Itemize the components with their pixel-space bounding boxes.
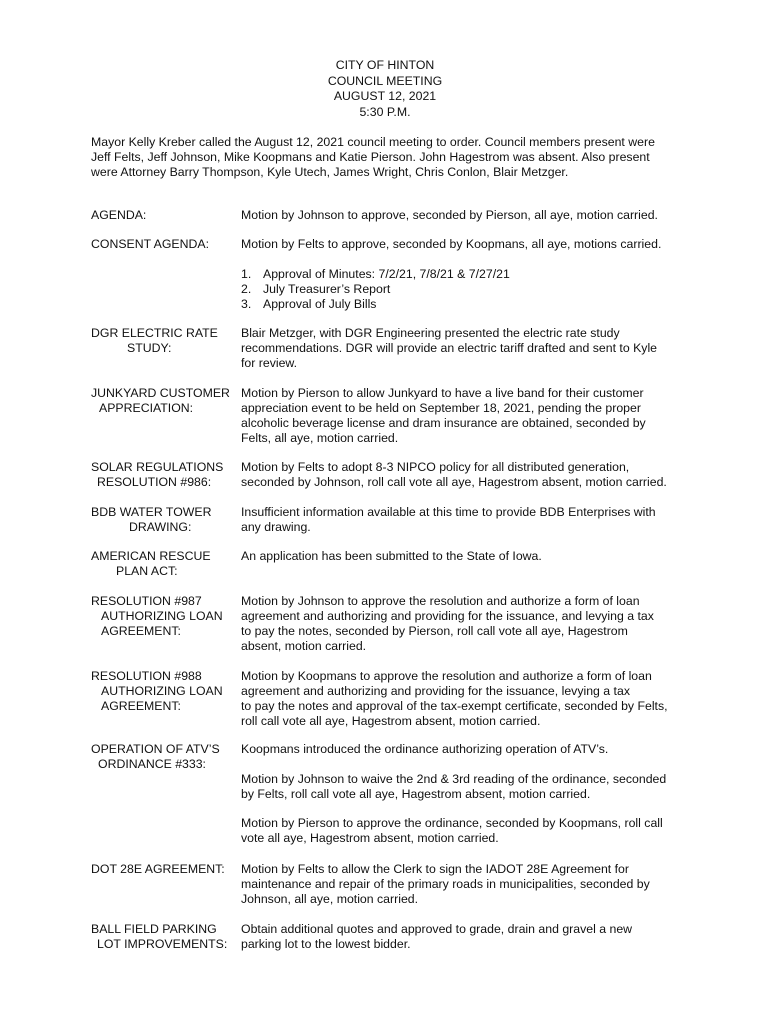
item-text-line: Motion by Felts to adopt 8-3 NIPCO policy for all distributed generation, <box>241 460 630 474</box>
item-text-line: Motion by Felts to approve, seconded by Koopmans, all aye, motions carried. <box>241 237 662 251</box>
item-label-line: AUTHORIZING LOAN <box>101 684 223 698</box>
item-label-line: DRAWING: <box>129 520 192 534</box>
item-label-line: DOT 28E AGREEMENT: <box>91 862 225 876</box>
item-text-line: Insufficient information available at this time to provide BDB Enterprises with <box>241 505 656 519</box>
item-label-line: LOT IMPROVEMENTS: <box>97 937 228 951</box>
item-text-line: parking lot to the lowest bidder. <box>241 937 411 951</box>
item-content <box>241 742 691 846</box>
list-number: 1. <box>241 267 252 281</box>
item-content <box>241 386 691 446</box>
item-label-line: AGREEMENT: <box>101 624 181 638</box>
intro-line: Mayor Kelly Kreber called the August 12, 2021 council meeting to order. Council members present were <box>91 135 655 149</box>
item-text-line: Motion by Koopmans to approve the resolution and authorize a form of loan <box>241 669 652 683</box>
item-text-line: Felts, all aye, motion carried. <box>241 431 399 445</box>
document-header <box>0 58 770 120</box>
intro-line: Jeff Felts, Jeff Johnson, Mike Koopmans and Katie Pierson. John Hagestrom was absent. Also present <box>91 150 650 164</box>
item-text-line: recommendations. DGR will provide an electric tariff drafted and sent to Kyle <box>241 341 658 355</box>
item-label-line: SOLAR REGULATIONS <box>91 460 224 474</box>
item-label-line: BDB WATER TOWER <box>91 505 212 519</box>
item-text-line: agreement and authorizing and providing for the issuance, and levying a tax <box>241 609 654 623</box>
item-text-line: An application has been submitted to the State of Iowa. <box>241 549 542 563</box>
item-content <box>241 208 691 223</box>
item-text-line: Motion by Pierson to allow Junkyard to have a live band for their customer <box>241 386 644 400</box>
list-number: 2. <box>241 282 252 296</box>
item-text-line: Koopmans introduced the ordinance authorizing operation of ATV’s. <box>241 742 609 756</box>
item-text-line: seconded by Johnson, roll call vote all aye, Hagestrom absent, motion carried. <box>241 475 667 489</box>
item-label-line: CONSENT AGENDA: <box>91 237 209 251</box>
item-label <box>91 549 241 579</box>
item-label <box>91 208 241 223</box>
item-label-line: AGENDA: <box>91 208 147 222</box>
intro-paragraph <box>91 135 691 180</box>
list-number: 3. <box>241 297 252 311</box>
item-text-line: for review. <box>241 356 298 370</box>
item-content <box>241 862 691 907</box>
item-label <box>91 922 241 952</box>
list-item <box>241 267 510 282</box>
item-text-line: Johnson, all aye, motion carried. <box>241 892 419 906</box>
list-item <box>241 297 510 312</box>
item-text-line: Motion by Johnson to waive the 2nd & 3rd reading of the ordinance, seconded <box>241 772 667 786</box>
item-label <box>91 237 241 252</box>
item-text-line: maintenance and repair of the primary roads in municipalities, seconded by <box>241 877 650 891</box>
item-label-line: RESOLUTION #988 <box>91 669 202 683</box>
item-label <box>91 742 241 772</box>
item-label-line: PLAN ACT: <box>116 564 178 578</box>
item-label-line: BALL FIELD PARKING <box>91 922 217 936</box>
header-date: AUGUST 12, 2021 <box>333 89 437 103</box>
item-text-line: Blair Metzger, with DGR Engineering presented the electric rate study <box>241 326 620 340</box>
item-text-line: by Felts, roll call vote all aye, Hagestrom absent, motion carried. <box>241 787 591 801</box>
item-label-line: DGR ELECTRIC RATE <box>91 326 218 340</box>
item-label <box>91 505 241 535</box>
item-content <box>241 326 691 371</box>
item-text-line: Motion by Felts to allow the Clerk to sign the IADOT 28E Agreement for <box>241 862 629 876</box>
item-label <box>91 594 241 639</box>
item-text-line: to pay the notes, seconded by Pierson, roll call vote all aye, Hagestrom <box>241 624 628 638</box>
item-label-line: STUDY: <box>127 341 172 355</box>
item-label-line: APPRECIATION: <box>99 401 194 415</box>
item-content <box>241 669 691 729</box>
item-label-line: RESOLUTION #987 <box>91 594 202 608</box>
header-meeting: COUNCIL MEETING <box>327 73 443 88</box>
list-item <box>241 282 510 297</box>
item-content <box>241 460 691 490</box>
item-label-line: JUNKYARD CUSTOMER <box>91 386 230 400</box>
numbered-list <box>241 267 510 312</box>
item-text-line: roll call vote all aye, Hagestrom absent, motion carried. <box>241 714 541 728</box>
item-label-line: ORDINANCE #333: <box>98 757 206 771</box>
item-content <box>241 594 691 654</box>
list-text: Approval of July Bills <box>263 297 377 311</box>
item-label <box>91 862 241 877</box>
item-label-line: AUTHORIZING LOAN <box>101 609 223 623</box>
item-content <box>241 505 691 535</box>
item-label <box>91 669 241 714</box>
item-content <box>241 549 691 564</box>
header-city: CITY OF HINTON <box>335 58 435 72</box>
intro-line: were Attorney Barry Thompson, Kyle Utech, James Wright, Chris Conlon, Blair Metzger. <box>91 165 569 179</box>
item-label <box>91 460 241 490</box>
item-text-line: alcoholic beverage license and dram insurance are obtained, seconded by <box>241 416 646 430</box>
item-content <box>241 922 691 952</box>
item-text-line: Motion by Johnson to approve the resolution and authorize a form of loan <box>241 594 640 608</box>
item-text-line: any drawing. <box>241 520 311 534</box>
item-label <box>91 386 241 416</box>
item-label-line: AMERICAN RESCUE <box>91 549 211 563</box>
item-text-line: absent, motion carried. <box>241 639 367 653</box>
item-text-line: appreciation event to be held on September 18, 2021, pending the proper <box>241 401 641 415</box>
header-time: 5:30 P.M. <box>359 104 411 119</box>
list-text: Approval of Minutes: 7/2/21, 7/8/21 & 7/27/21 <box>263 267 510 281</box>
list-text: July Treasurer’s Report <box>263 282 391 296</box>
item-text-line: Motion by Johnson to approve, seconded by Pierson, all aye, motion carried. <box>241 208 658 222</box>
item-text-line: Obtain additional quotes and approved to grade, drain and gravel a new <box>241 922 633 936</box>
item-text-line: vote all aye, Hagestrom absent, motion carried. <box>241 831 499 845</box>
item-text-line: Motion by Pierson to approve the ordinance, seconded by Koopmans, roll call <box>241 816 663 830</box>
item-label-line: RESOLUTION #986: <box>97 475 212 489</box>
item-label-line: AGREEMENT: <box>101 699 181 713</box>
item-text-line: to pay the notes and approval of the tax-exempt certificate, seconded by Felts, <box>241 699 668 713</box>
item-text-line: agreement and authorizing and providing for the issuance, levying a tax <box>241 684 630 698</box>
item-content <box>241 237 691 252</box>
item-label-line: OPERATION OF ATV’S <box>91 742 220 756</box>
item-label <box>91 326 241 356</box>
